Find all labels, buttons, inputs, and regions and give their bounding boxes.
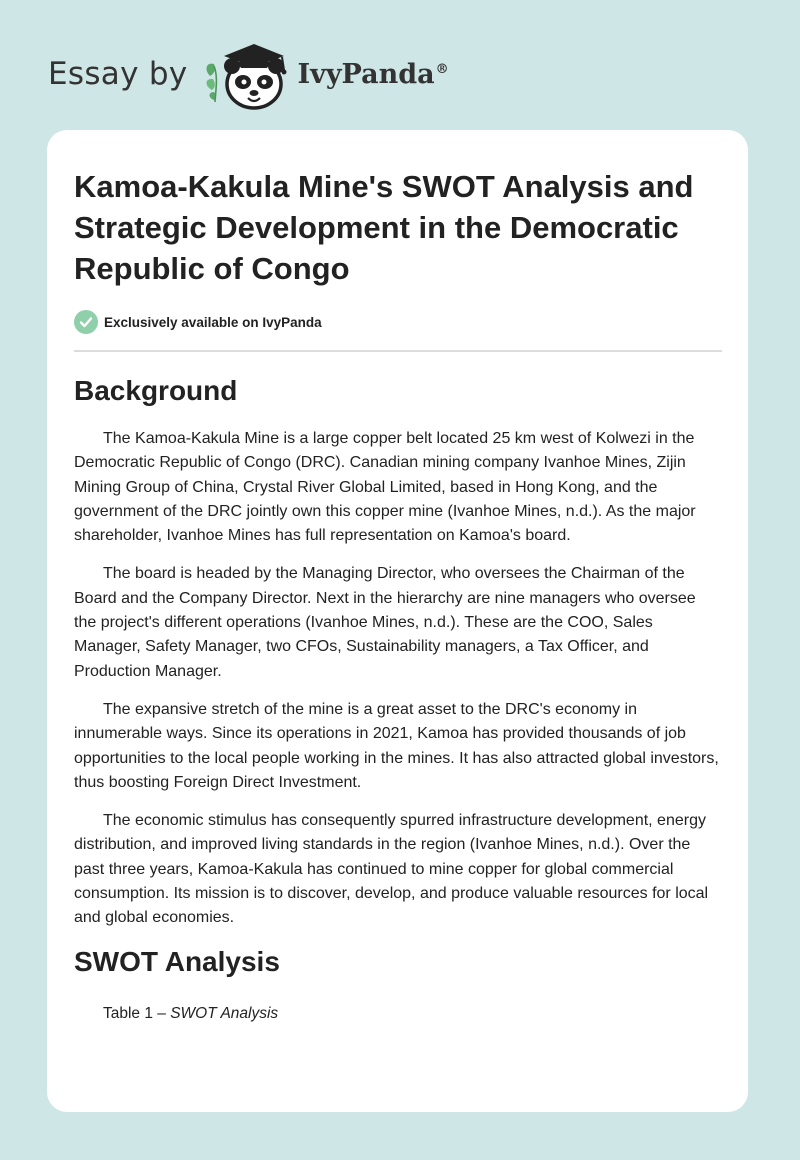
caption-prefix: Table 1 –	[103, 1004, 171, 1022]
article-title: Kamoa-Kakula Mine's SWOT Analysis and Strategic Development in the Democratic Republic of Congo	[74, 169, 694, 286]
paragraph: The board is headed by the Managing Director, who oversees the Chairman of the Board and the Company Director. Next in the hierarchy are nine managers who oversee the project's different operations (Ivanhoe Mines, n.d.). These are the COO, Sales Manager, Safety Manager, two CFOs, Sustainability managers, a Tax Officer, and Production Manager.	[74, 565, 696, 680]
caption-title: SWOT Analysis	[170, 1004, 279, 1022]
paragraph: The economic stimulus has consequently spurred infrastructure development, energy distribution, and improved living standards in the region (Ivanhoe Mines, n.d.). Over the past three years, Kamoa-Kakula has continued to mine copper for global commercial consumption. Its mission is to discover, develop, and produce valuable resources for local and global economies.	[74, 812, 709, 927]
article-card	[47, 130, 748, 1112]
background-paragraphs	[74, 427, 722, 931]
brand-header[interactable]	[48, 36, 449, 112]
registered-mark: ®	[435, 61, 449, 77]
section-heading-swot: SWOT Analysis	[74, 945, 280, 977]
table-caption	[74, 1005, 722, 1023]
brand-prefix: Essay by	[48, 56, 188, 92]
brand-name: IvyPanda®	[297, 58, 449, 90]
exclusive-label: Exclusively available on IvyPanda	[104, 314, 322, 330]
title-divider	[74, 350, 722, 352]
paragraph: The Kamoa-Kakula Mine is a large copper belt located 25 km west of Kolwezi in the Democratic Republic of Congo (DRC). Canadian mining company Ivanhoe Mines, Zijin Mining Group of China, Crystal River Global Limited, based in Hong Kong, and the government of the DRC jointly own this copper mine (Ivanhoe Mines, n.d.). As the major shareholder, Ivanhoe Mines has full representation on Kamoa's board.	[74, 430, 696, 545]
section-heading-background: Background	[74, 375, 238, 406]
check-circle-icon	[74, 310, 98, 334]
exclusive-badge	[74, 309, 722, 335]
panda-logo-icon	[202, 36, 294, 112]
paragraph: The expansive stretch of the mine is a great asset to the DRC's economy in innumerable ways. Since its operations in 2021, Kamoa has provided thousands of job opportunities to the local people working in the mines. It has also attracted global investors, thus boosting Foreign Direct Investment.	[74, 700, 719, 791]
